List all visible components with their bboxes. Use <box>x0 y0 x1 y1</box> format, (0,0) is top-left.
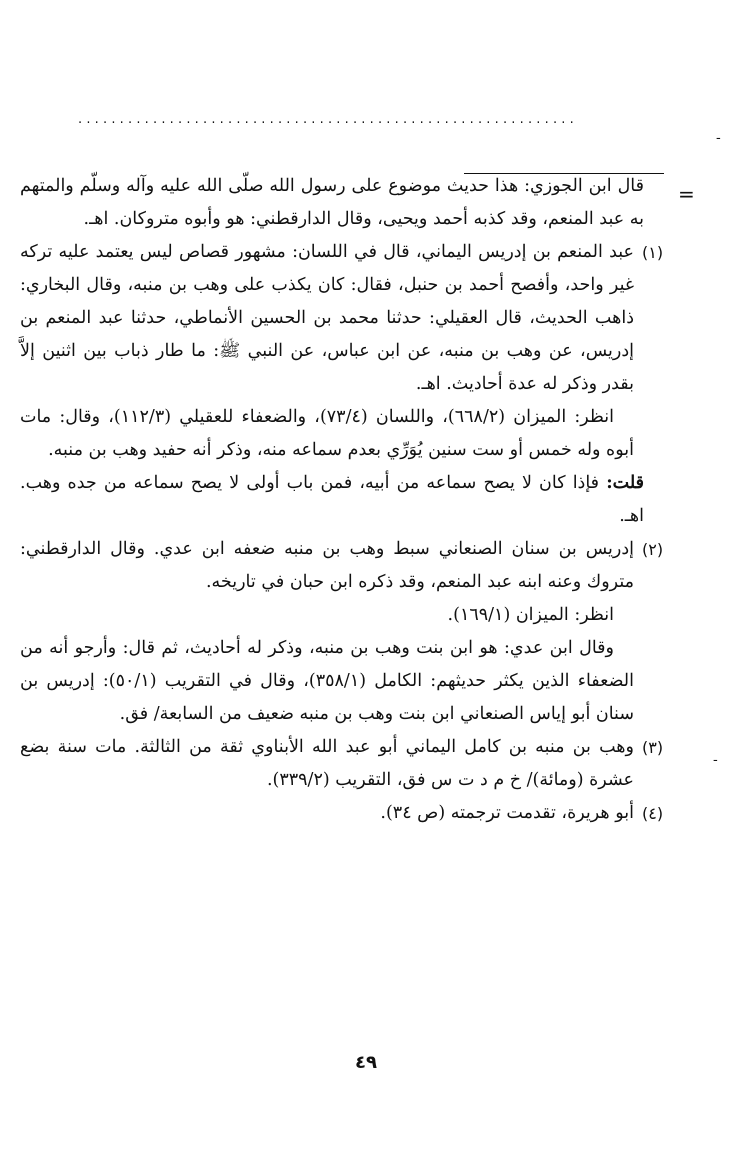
author-note <box>20 467 670 533</box>
footnote-number: (١) <box>642 243 664 262</box>
footnote-paragraph: إدريس بن سنان الصنعاني سبط وهب بن منبه ضعفه ابن عدي. وقال الدارقطني: متروك وعنه ابنه عبد المنعم، وقد ذكره ابن حبان في تاريخه. <box>20 539 634 592</box>
footnote-number: (٢) <box>642 540 664 559</box>
margin-dash-mark: - <box>713 752 718 768</box>
note-text: فإذا كان لا يصح سماعه من أبيه، فمن باب أولى لا يصح سماعه من جده وهب. اهـ. <box>20 473 644 526</box>
page-number: ٤٩ <box>355 1052 377 1073</box>
header-dotted-line: ............................................................ <box>78 112 578 127</box>
footnotes-section <box>20 170 670 830</box>
footnote-4 <box>20 797 670 830</box>
footnote-number: (٣) <box>642 738 664 757</box>
footnote-1 <box>20 236 670 467</box>
footnote-reference: انظر: الميزان (٦٦٨/٢)، واللسان (٧٣/٤)، والضعفاء للعقيلي (١١٢/٣)، وقال: مات أبوه وله خمس أو ست سنين يُوَرِّي بعدم سماعه منه، وذكر أنه حفيد وهب بن منبه. <box>20 407 634 460</box>
footnote-reference: انظر: الميزان (١٦٩/١). <box>447 605 614 625</box>
note-label: قلت: <box>606 473 644 493</box>
continuation-marker: = <box>678 182 695 206</box>
margin-tick-mark: - <box>716 130 721 146</box>
footnote-continuation: قال ابن الجوزي: هذا حديث موضوع على رسول الله صلّى الله عليه وآله وسلّم والمتهم به عبد المنعم، وقد كذبه أحمد ويحيى، وقال الدارقطني: هو وأبوه متروكان. اهـ. <box>20 176 644 229</box>
footnote-paragraph: وقال ابن عدي: هو ابن بنت وهب بن منبه، وذكر له أحاديث، ثم قال: وأرجو أنه من الضعفاء الذين يكثر حديثهم: الكامل (٣٥٨/١)، وقال في التقريب (٥٠/١): إدريس بن سنان أبو إياس الصنعاني ابن بنت وهب بن منبه ضعيف من السابعة/ فق. <box>20 638 634 724</box>
footnote-paragraph: أبو هريرة، تقدمت ترجمته (ص ٣٤). <box>380 803 634 823</box>
footnote-2 <box>20 533 670 731</box>
footnote-3 <box>20 731 670 797</box>
footnote-paragraph: وهب بن منبه بن كامل اليماني أبو عبد الله الأبناوي ثقة من الثالثة. مات سنة بضع عشرة (ومائة)/ خ م د ت س فق، التقريب (٣٣٩/٢). <box>20 737 634 790</box>
footnote-number: (٤) <box>642 804 664 823</box>
footnote-paragraph: عبد المنعم بن إدريس اليماني، قال في اللسان: مشهور قصاص ليس يعتمد عليه تركه غير واحد، وأفصح أحمد بن حنبل، فقال: كان يكذب على وهب بن منبه، وقال البخاري: ذاهب الحديث، قال العقيلي: حدثنا محمد بن الحسين الأنماطي، حدثنا عبد المنعم بن إدريس، عن وهب بن منبه، عن ابن عباس، عن النبي ﷺ: ما طار ذباب بين اثنين إلاَّ بقدر وذكر له عدة أحاديث. اهـ. <box>20 242 634 394</box>
